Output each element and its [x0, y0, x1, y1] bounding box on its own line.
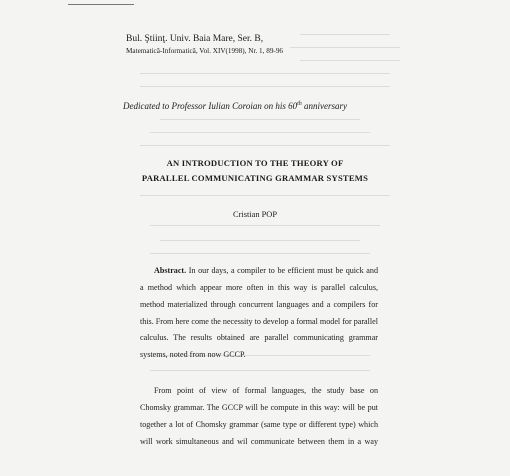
abstract-line [154, 266, 378, 275]
abstract-text: In our days, a compiler to be efficient must be quick and [186, 266, 378, 275]
bleed-through-line [300, 60, 400, 61]
bleed-through-line [140, 195, 390, 196]
abstract-line: calculus. The results obtained are parallel communicating grammar [140, 333, 378, 342]
bleed-through-line [150, 132, 370, 133]
abstract-line: a method which appear more often in this way is parallel calculus, [140, 283, 378, 292]
bleed-through-line [290, 47, 400, 48]
top-rule [68, 4, 134, 5]
bleed-through-line [150, 225, 380, 226]
intro-line: Chomsky grammar. The GCCP will be compute in this way: will be put [140, 403, 378, 412]
bleed-through-line [140, 73, 390, 74]
bleed-through-line [140, 145, 390, 146]
intro-line: will work simultaneous and wil communicate between them in a way [140, 437, 378, 446]
abstract-line: method materialized through concurrent languages and a compilers for [140, 300, 378, 309]
abstract-label: Abstract. [154, 266, 187, 275]
paper-title-line-2: PARALLEL COMMUNICATING GRAMMAR SYSTEMS [141, 173, 369, 183]
dedication [123, 101, 347, 111]
journal-name: Bul. Ştiinţ. Univ. Baia Mare, Ser. B, [126, 34, 264, 44]
bleed-through-line [160, 119, 360, 120]
bleed-through-line [150, 253, 370, 254]
abstract-line: this. From here come the necessity to develop a formal model for parallel [140, 317, 378, 326]
bleed-through-line [160, 240, 360, 241]
intro-line: From point of view of formal languages, the study base on [154, 386, 378, 395]
paper-title-line-1: AN INTRODUCTION TO THE THEORY OF [166, 158, 344, 168]
author-name: Cristian POP [233, 210, 277, 219]
journal-volume: Matematică-Informatică, Vol. XIV(1998), Nr. 1, 89-96 [126, 47, 284, 55]
dedication-suffix: anniversary [301, 101, 347, 111]
abstract-line: systems, noted from now GCCP. [140, 350, 246, 359]
dedication-text: Dedicated to Professor Iulian Coroian on his 60 [123, 101, 298, 111]
bleed-through-line [150, 370, 370, 371]
dedication-superscript: th [297, 101, 302, 107]
bleed-through-line [140, 86, 390, 87]
bleed-through-line [300, 34, 390, 35]
intro-line: together a lot of Chomsky grammar (same type or different type) which [140, 420, 378, 429]
